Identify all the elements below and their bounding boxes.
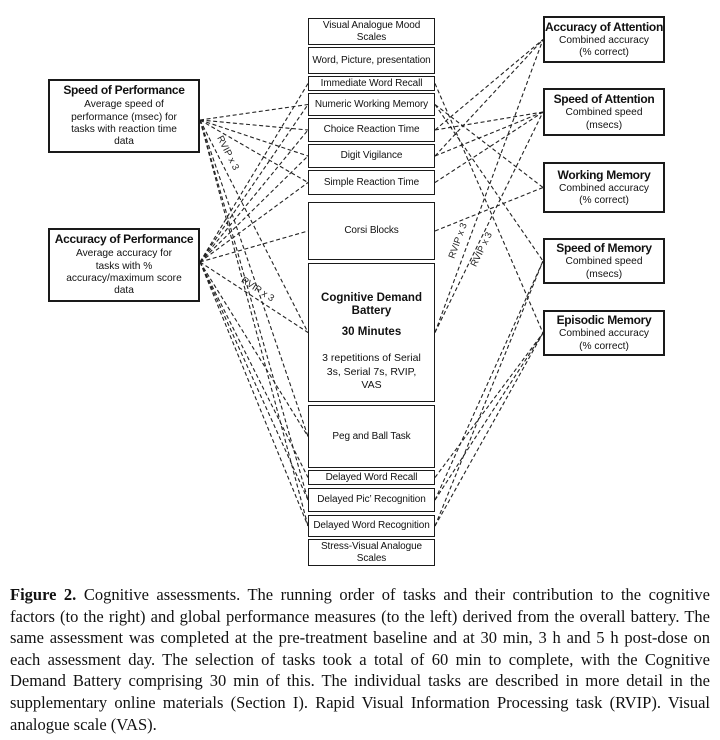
connector-line xyxy=(435,40,543,157)
box-body: Average speed of performance (msec) for tasks with reaction time data xyxy=(71,99,177,148)
box-speed-of-memory xyxy=(543,238,665,284)
box-immediate-word-recall xyxy=(308,76,435,91)
connector-line xyxy=(200,120,308,500)
box-numeric-working-memory xyxy=(308,93,435,116)
connector-line xyxy=(200,130,308,262)
box-label: Digit Vigilance xyxy=(340,150,403,162)
box-label: Simple Reaction Time xyxy=(323,176,420,188)
box-title: Episodic Memory xyxy=(556,313,652,327)
box-accuracy-of-attention xyxy=(543,16,665,63)
box-delayed-word-recall xyxy=(308,470,435,485)
box-label: Delayed Word Recall xyxy=(325,471,418,483)
edge-label-rvip: RVIP x 3 xyxy=(446,221,470,261)
box-body: (msecs) xyxy=(585,119,623,131)
box-body: (% correct) xyxy=(579,195,629,206)
box-peg-and-ball-task xyxy=(308,405,435,468)
box-simple-reaction-time xyxy=(308,170,435,195)
box-body: Combined accuracy xyxy=(558,182,650,194)
box-visual-analogue-mood-scales xyxy=(308,18,435,45)
connector-line xyxy=(435,333,543,526)
box-body: Average accuracy for tasks with % accuracy/maximum score data xyxy=(66,248,182,297)
connector-line xyxy=(200,120,308,526)
box-delayed-word-recognition xyxy=(308,515,435,537)
box-body: (% correct) xyxy=(579,340,629,352)
edge-label-rvip: RVIP x 3 xyxy=(238,274,277,305)
box-delayed-pic-recognition xyxy=(308,488,435,512)
box-label: Delayed Word Recognition xyxy=(313,520,430,532)
connector-line xyxy=(200,105,308,121)
box-stress-visual-analogue-scales xyxy=(308,539,435,566)
box-title: Speed of Memory xyxy=(556,241,652,255)
box-label: Delayed Pic’ Recognition xyxy=(317,494,426,506)
connector-line xyxy=(435,40,543,333)
box-label: Stress-Visual Analogue Scales xyxy=(320,541,422,564)
box-title: Accuracy of Attention xyxy=(545,19,663,34)
box-label: Visual Analogue Mood Scales xyxy=(322,20,421,43)
box-title: Working Memory xyxy=(557,167,651,182)
connector-line xyxy=(200,262,308,500)
figure-caption xyxy=(10,584,710,735)
figure-caption-text: Cognitive assessments. The running order of tasks and their contribution to the cognitive factors (to the right) and global performance measures (to the left) derived from the overall battery. The same assessment was completed at the pre-treatment baseline and at 30 min, 3 h and 5 h post-dose on each assessment day. The selection of tasks took a total of 60 min to complete, with the Cognitive Demand Battery comprising 30 min of this. The individual tasks are described in more detail in the supplementary online materials (Section I). Rapid Visual Information Processing task (RVIP). Visual analogue scale (VAS). xyxy=(10,585,710,734)
connector-line xyxy=(435,112,543,156)
connector-line xyxy=(200,262,308,478)
box-digit-vigilance xyxy=(308,144,435,168)
box-cognitive-demand-battery xyxy=(308,263,435,402)
box-label: Numeric Working Memory xyxy=(314,98,429,110)
connector-line xyxy=(435,333,543,478)
box-word-picture-presentation xyxy=(308,47,435,74)
box-body: Combined accuracy xyxy=(558,34,650,46)
connector-line xyxy=(200,262,308,333)
figure-caption-label: Figure 2. xyxy=(10,585,77,604)
box-label: Corsi Blocks xyxy=(344,225,399,237)
connector-line xyxy=(435,112,543,183)
connector-line xyxy=(200,183,308,263)
box-title: Cognitive Demand Battery xyxy=(321,292,422,317)
box-corsi-blocks xyxy=(308,202,435,260)
box-label: Word, Picture, presentation xyxy=(312,54,431,66)
connector-line xyxy=(435,188,543,232)
box-choice-reaction-time xyxy=(308,118,435,142)
box-label: Choice Reaction Time xyxy=(323,124,420,136)
edge-label-rvip: RVIP x 3 xyxy=(214,134,241,173)
box-accuracy-of-performance xyxy=(48,228,200,302)
connector-line xyxy=(200,120,308,437)
box-episodic-memory xyxy=(543,310,665,356)
connector-line xyxy=(435,333,543,500)
box-working-memory xyxy=(543,162,665,213)
edge-label-rvip: RVIP x 3 xyxy=(468,230,495,269)
box-body: 3 repetitions of Serial 3s, Serial 7s, RVIP, VAS xyxy=(322,352,421,391)
box-title: Speed of Performance xyxy=(63,83,185,98)
box-body: Combined speed xyxy=(565,256,643,267)
connector-line xyxy=(435,261,543,526)
box-speed-of-attention xyxy=(543,88,665,136)
box-speed-of-performance xyxy=(48,79,200,153)
box-body: Combined accuracy xyxy=(558,328,650,339)
box-subtitle: 30 Minutes xyxy=(341,326,402,338)
box-title: Accuracy of Performance xyxy=(54,232,194,247)
box-title: Speed of Attention xyxy=(553,92,655,106)
box-body: (% correct) xyxy=(579,47,629,58)
connector-line xyxy=(200,105,308,263)
box-body: (msecs) xyxy=(585,268,623,280)
box-label: Immediate Word Recall xyxy=(320,77,423,89)
box-body: Combined speed xyxy=(565,107,643,118)
connector-line xyxy=(200,262,308,526)
box-label: Peg and Ball Task xyxy=(332,430,411,442)
